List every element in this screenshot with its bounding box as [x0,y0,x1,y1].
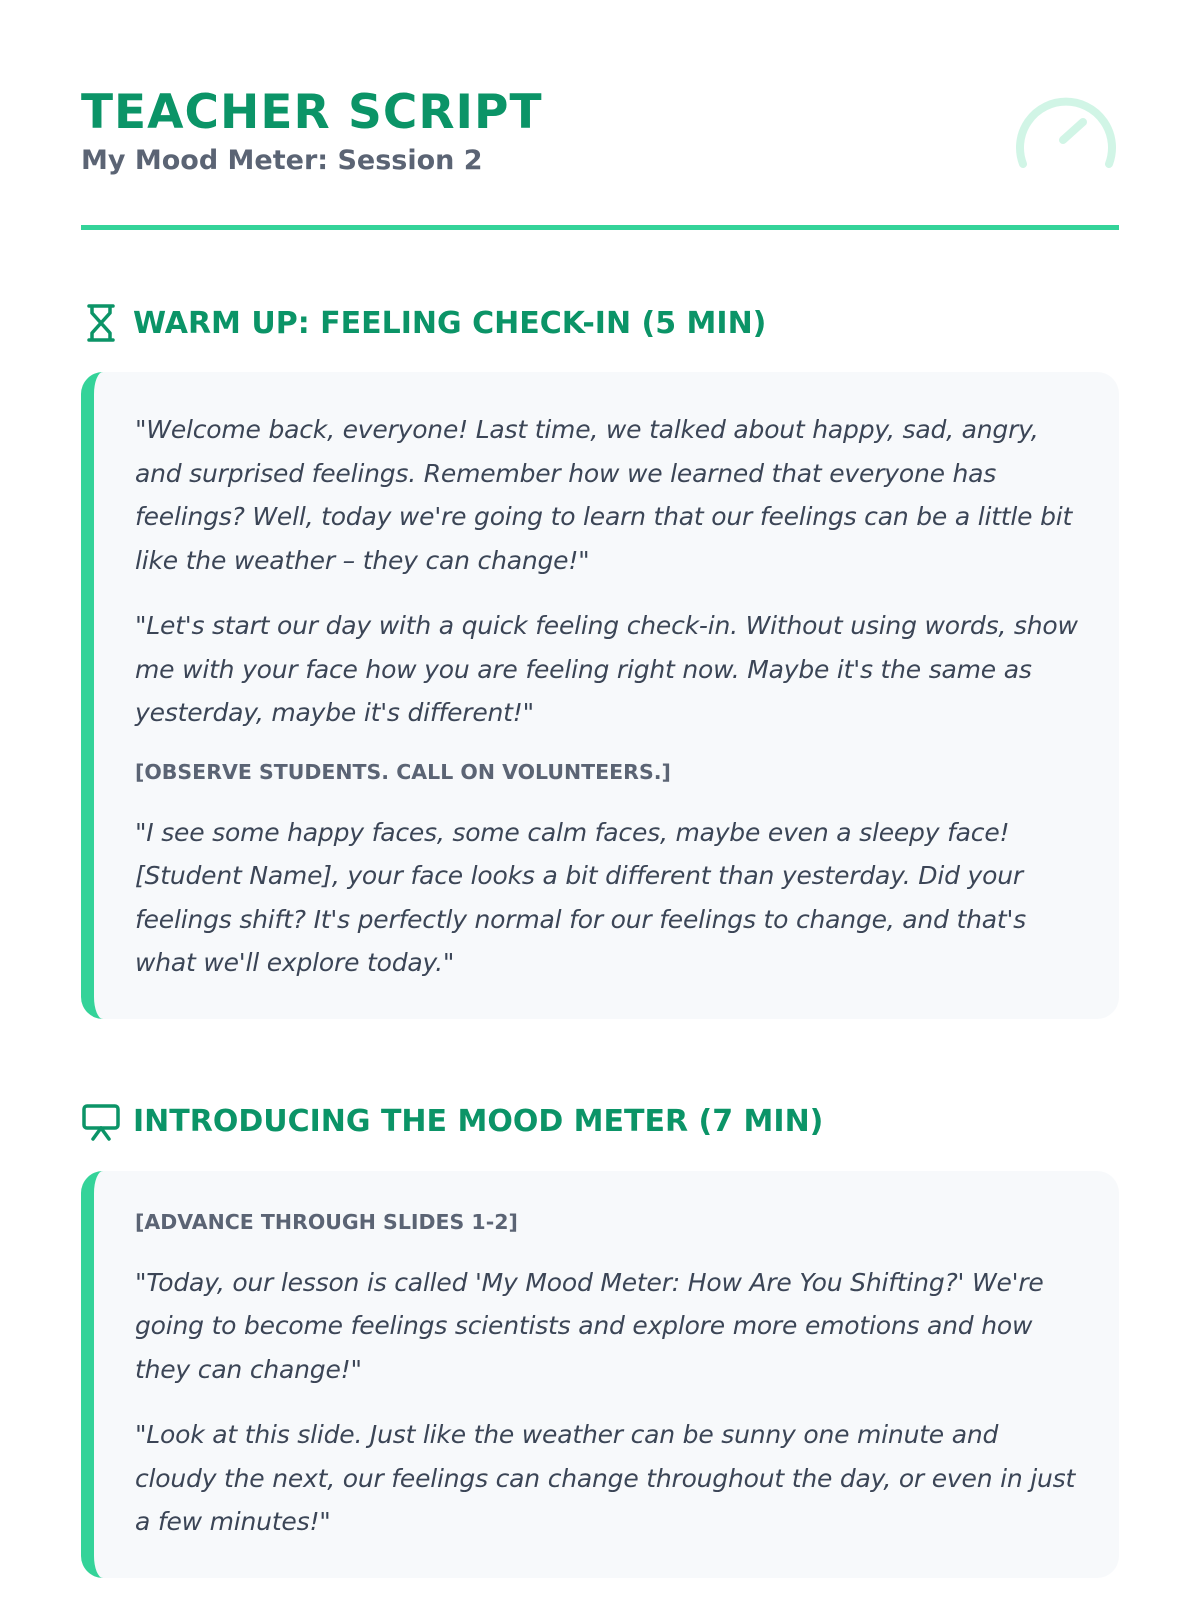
section-introducing-mood-meter [81,1099,1119,1578]
script-quote: "I see some happy faces, some calm faces, maybe even a sleepy face! [Student Name], your face looks a bit different than yesterday. Did your feelings shift? It's perfectly normal for our feelings to change, and that's what we'll explore today." [135,817,1026,977]
section-title: WARM UP: FEELING CHECK-IN (5 MIN) [133,305,767,341]
stage-direction: [ADVANCE THROUGH SLIDES 1-2] [135,1209,518,1234]
section-title: INTRODUCING THE MOOD METER (7 MIN) [133,1104,824,1139]
stage-direction: [OBSERVE STUDENTS. CALL ON VOLUNTEERS.] [135,759,671,784]
script-quote: "Let's start our day with a quick feeling check-in. Without using words, show me with your face how you are feeling right now. Maybe it's the same as yesterday, maybe it's different!" [135,611,1078,727]
section-warm-up [81,300,1119,1019]
script-box [81,372,1119,1019]
gauge-icon [1015,92,1117,172]
script-quote: "Today, our lesson is called 'My Mood Meter: How Are You Shifting?' We're going to become feelings scientists and explore more emotions and how they can change!" [135,1267,1044,1384]
script-quote: "Look at this slide. Just like the weather can be sunny one minute and cloudy the next, our feelings can change throughout the day, or even in just a few minutes!" [135,1420,1076,1536]
hourglass-icon [81,303,121,343]
section-heading [81,1099,1119,1145]
page-title: TEACHER SCRIPT [81,85,543,140]
page-subtitle: My Mood Meter: Session 2 [81,145,483,176]
presentation-board-icon [81,1102,121,1142]
script-quote: "Welcome back, everyone! Last time, we talked about happy, sad, angry, and surprised feelings. Remember how we learned that everyone has feelings? Well, today we're going to learn that our feelings can be a little bit like the weather – they can change!" [135,415,1073,575]
script-box [81,1171,1119,1578]
page-header [81,0,1119,230]
section-heading [81,300,1119,346]
